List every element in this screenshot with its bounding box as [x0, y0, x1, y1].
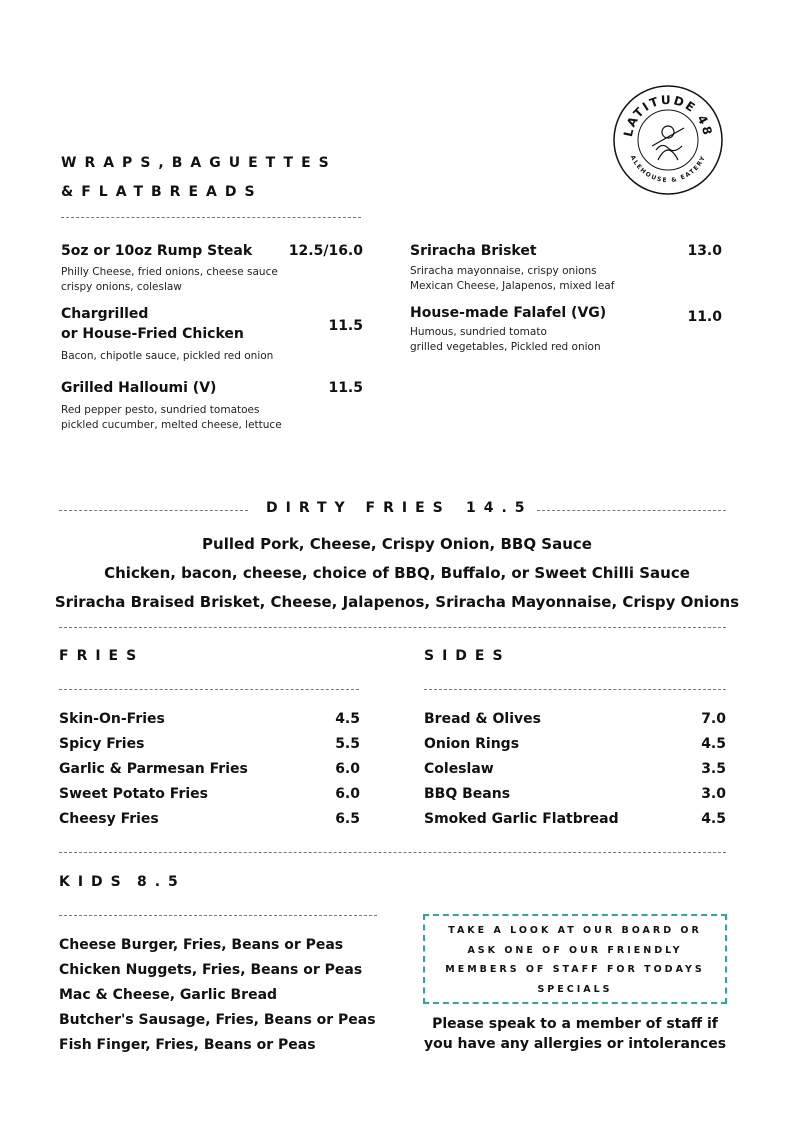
sides-item-name: BBQ Beans — [424, 786, 511, 802]
sides-item-name: Bread & Olives — [424, 711, 541, 727]
wraps-title-line2: &FLATBREADS — [61, 184, 263, 200]
wraps-title-line1: WRAPS,BAGUETTES — [61, 155, 337, 171]
item-desc-rump-steak-1: Philly Cheese, fried onions, cheese sauce — [61, 266, 278, 278]
logo — [612, 84, 724, 196]
sides-item-price: 3.0 — [701, 786, 726, 802]
item-price-rump-steak: 12.5/16.0 — [288, 243, 363, 259]
sides-item-price: 7.0 — [701, 711, 726, 727]
sides-item-name: Smoked Garlic Flatbread — [424, 811, 619, 827]
item-desc-falafel-1: Humous, sundried tomato — [410, 326, 547, 338]
dirty-fries-line-3: Sriracha Braised Brisket, Cheese, Jalapenos, Sriracha Mayonnaise, Crispy Onions — [54, 593, 740, 611]
sides-item-price: 4.5 — [701, 811, 726, 827]
sides-item-name: Coleslaw — [424, 761, 494, 777]
item-price-sriracha-brisket: 13.0 — [687, 243, 722, 259]
section-divider-1 — [59, 627, 726, 628]
sides-row — [424, 761, 726, 777]
allergy-notice-line-2: you have any allergies or intolerances — [423, 1036, 727, 1052]
item-desc-chicken-1: Bacon, chipotle sauce, pickled red onion — [61, 350, 274, 362]
fries-item-price: 6.0 — [335, 786, 360, 802]
fries-row — [59, 786, 360, 802]
sides-item-price: 3.5 — [701, 761, 726, 777]
item-name-rump-steak: 5oz or 10oz Rump Steak — [61, 243, 253, 259]
svg-text:ALEHOUSE & EATERY — [629, 154, 708, 184]
fries-row — [59, 736, 360, 752]
dirty-fries-price: 14.5 — [466, 500, 533, 516]
dirty-fries-divider-right — [537, 510, 726, 511]
specials-line: TAKE A LOOK AT OUR BOARD OR — [448, 925, 702, 936]
item-desc-halloumi-2: pickled cucumber, melted cheese, lettuce — [61, 419, 282, 431]
sides-title: SIDES — [424, 648, 511, 664]
fries-row — [59, 811, 360, 827]
sides-divider — [424, 689, 726, 690]
specials-line: MEMBERS OF STAFF FOR TODAYS — [445, 964, 705, 975]
item-price-halloumi: 11.5 — [328, 380, 363, 396]
fries-item-price: 6.5 — [335, 811, 360, 827]
fries-item-name: Skin-On-Fries — [59, 711, 165, 727]
item-price-falafel: 11.0 — [687, 309, 722, 325]
dirty-fries-divider-left — [59, 510, 248, 511]
kids-title: KIDS — [59, 874, 129, 890]
item-name-sriracha-brisket: Sriracha Brisket — [410, 243, 537, 259]
sides-row — [424, 786, 726, 802]
sides-row — [424, 736, 726, 752]
logo-figure-icon — [652, 126, 684, 160]
fries-item-price: 4.5 — [335, 711, 360, 727]
fries-item-name: Sweet Potato Fries — [59, 786, 208, 802]
sides-row — [424, 711, 726, 727]
fries-item-name: Cheesy Fries — [59, 811, 159, 827]
specials-line: SPECIALS — [537, 983, 613, 995]
allergy-notice-line-1: Please speak to a member of staff if — [432, 1016, 718, 1032]
dirty-fries-line-1: Pulled Pork, Cheese, Crispy Onion, BBQ Sauce — [202, 535, 592, 553]
item-desc-sriracha-brisket-1: Sriracha mayonnaise, crispy onions — [410, 265, 597, 277]
specials-line: ASK ONE OF OUR FRIENDLY — [467, 944, 683, 956]
wraps-divider — [61, 217, 361, 218]
fries-divider — [59, 689, 359, 690]
kids-item: Chicken Nuggets, Fries, Beans or Peas — [59, 962, 363, 978]
logo-emblem — [612, 84, 724, 196]
kids-item: Butcher's Sausage, Fries, Beans or Peas — [59, 1012, 376, 1028]
item-desc-rump-steak-2: crispy onions, coleslaw — [61, 281, 182, 293]
dirty-fries-title: DIRTY FRIES — [266, 500, 451, 516]
kids-item: Cheese Burger, Fries, Beans or Peas — [59, 937, 344, 953]
svg-text:LATITUDE 48 — [621, 93, 715, 138]
sides-item-name: Onion Rings — [424, 736, 520, 752]
logo-text-top: LATITUDE 48 — [621, 92, 716, 138]
fries-row — [59, 711, 360, 727]
item-desc-falafel-2: grilled vegetables, Pickled red onion — [410, 341, 601, 353]
kids-divider — [59, 915, 377, 916]
kids-price: 8.5 — [137, 874, 186, 890]
specials-box — [423, 914, 727, 1004]
item-name-halloumi: Grilled Halloumi (V) — [61, 380, 217, 396]
item-desc-halloumi-1: Red pepper pesto, sundried tomatoes — [61, 404, 260, 416]
item-name-falafel: House-made Falafel (VG) — [410, 305, 607, 321]
item-price-chicken: 11.5 — [328, 318, 363, 334]
fries-item-name: Spicy Fries — [59, 736, 145, 752]
section-divider-2 — [59, 852, 726, 853]
fries-item-price: 5.5 — [335, 736, 360, 752]
kids-item: Fish Finger, Fries, Beans or Peas — [59, 1037, 316, 1053]
item-name-chicken-2: or House-Fried Chicken — [61, 326, 244, 342]
fries-item-name: Garlic & Parmesan Fries — [59, 761, 248, 777]
fries-title: FRIES — [59, 648, 145, 664]
item-desc-sriracha-brisket-2: Mexican Cheese, Jalapenos, mixed leaf — [410, 280, 615, 292]
kids-item: Mac & Cheese, Garlic Bread — [59, 987, 278, 1003]
item-name-chicken-1: Chargrilled — [61, 306, 149, 322]
sides-item-price: 4.5 — [701, 736, 726, 752]
fries-item-price: 6.0 — [335, 761, 360, 777]
logo-text-bottom: ALEHOUSE & EATERY — [628, 154, 708, 185]
sides-row — [424, 811, 726, 827]
fries-row — [59, 761, 360, 777]
dirty-fries-line-2: Chicken, bacon, cheese, choice of BBQ, Buffalo, or Sweet Chilli Sauce — [104, 564, 690, 582]
specials-text — [425, 916, 725, 999]
